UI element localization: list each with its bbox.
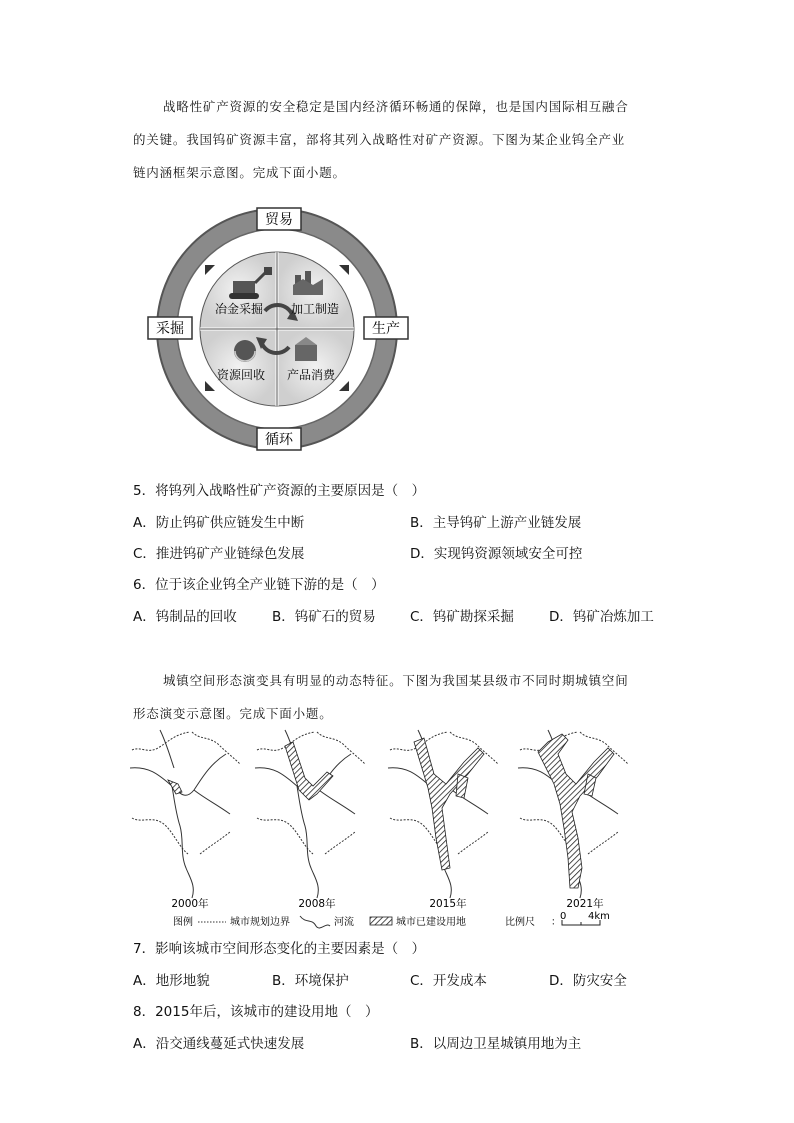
q7-option-d[interactable]: D．防灾安全 <box>549 973 627 989</box>
quadrant-label-recovery: 资源回收 <box>216 368 266 382</box>
passage1-line2: 的关键。我国钨矿资源丰富，部将其列入战略性对矿产资源。下图为某企业钨全产业 <box>133 132 626 147</box>
map-year-2000: 2000年 <box>171 898 209 910</box>
svg-text:：: ： <box>551 917 561 928</box>
quadrant-label-mining: 冶金采掘 <box>214 302 264 316</box>
passage2-line1: 城镇空间形态演变具有明显的动态特征。下图为我国某县级市不同时期城镇空间 <box>163 673 629 688</box>
q6-option-a[interactable]: A．钨制品的回收 <box>133 609 237 625</box>
map-year-2015: 2015年 <box>429 898 467 910</box>
q5-option-c[interactable]: C．推进钨矿产业链绿色发展 <box>133 546 305 562</box>
urban-evolution-maps <box>130 728 650 933</box>
q6-option-c[interactable]: C．钨矿勘探采掘 <box>410 609 514 625</box>
ring-label-production: 生产 <box>372 321 400 337</box>
tungsten-chain-diagram <box>145 205 420 453</box>
q5-option-b[interactable]: B．主导钨矿上游产业链发展 <box>410 515 582 531</box>
ring-label-extraction: 采掘 <box>156 321 184 337</box>
legend-river: 河流 <box>334 917 354 928</box>
passage1-line3: 链内涵框架示意图。完成下面小题。 <box>133 165 346 180</box>
q7-stem: 7．影响该城市空间形态变化的主要因素是（ ） <box>133 941 426 957</box>
q7-option-a[interactable]: A．地形地貌 <box>133 973 210 989</box>
q6-option-d[interactable]: D．钨矿冶炼加工 <box>549 609 654 625</box>
map-year-2008: 2008年 <box>298 898 336 910</box>
legend-title: 图例 <box>173 917 193 928</box>
q5-option-d[interactable]: D．实现钨资源领域安全可控 <box>410 546 583 562</box>
q5-stem: 5．将钨列入战略性矿产资源的主要原因是（ ） <box>133 483 426 499</box>
quadrant-label-consumption: 产品消费 <box>286 368 336 382</box>
q7-option-c[interactable]: C．开发成本 <box>410 973 487 989</box>
passage1-line1: 战略性矿产资源的安全稳定是国内经济循环畅通的保障，也是国内国际相互融合 <box>163 99 629 114</box>
q6-stem: 6．位于该企业钨全产业链下游的是（ ） <box>133 577 385 593</box>
scale-zero: 0 <box>560 911 567 922</box>
q6-option-b[interactable]: B．钨矿石的贸易 <box>272 609 376 625</box>
q8-option-b[interactable]: B．以周边卫星城镇用地为主 <box>410 1036 582 1052</box>
quadrant-label-processing: 加工制造 <box>290 302 340 316</box>
q8-stem: 8．2015年后，该城市的建设用地（ ） <box>133 1004 379 1020</box>
q5-option-a[interactable]: A．防止钨矿供应链发生中断 <box>133 515 305 531</box>
passage2-line2: 形态演变示意图。完成下面小题。 <box>133 706 333 721</box>
recycle-globe-icon <box>234 340 256 362</box>
q7-option-b[interactable]: B．环境保护 <box>272 973 349 989</box>
scale-distance: 4km <box>588 911 610 922</box>
map-year-2021: 2021年 <box>566 898 604 910</box>
scale-label: 比例尺 <box>505 917 535 928</box>
ring-label-trade: 贸易 <box>265 212 293 228</box>
ring-label-cycle: 循环 <box>265 432 293 448</box>
legend-boundary: 城市规划边界 <box>230 917 290 928</box>
q8-option-a[interactable]: A．沿交通线蔓延式快速发展 <box>133 1036 305 1052</box>
legend-built-area: 城市已建设用地 <box>396 917 466 928</box>
